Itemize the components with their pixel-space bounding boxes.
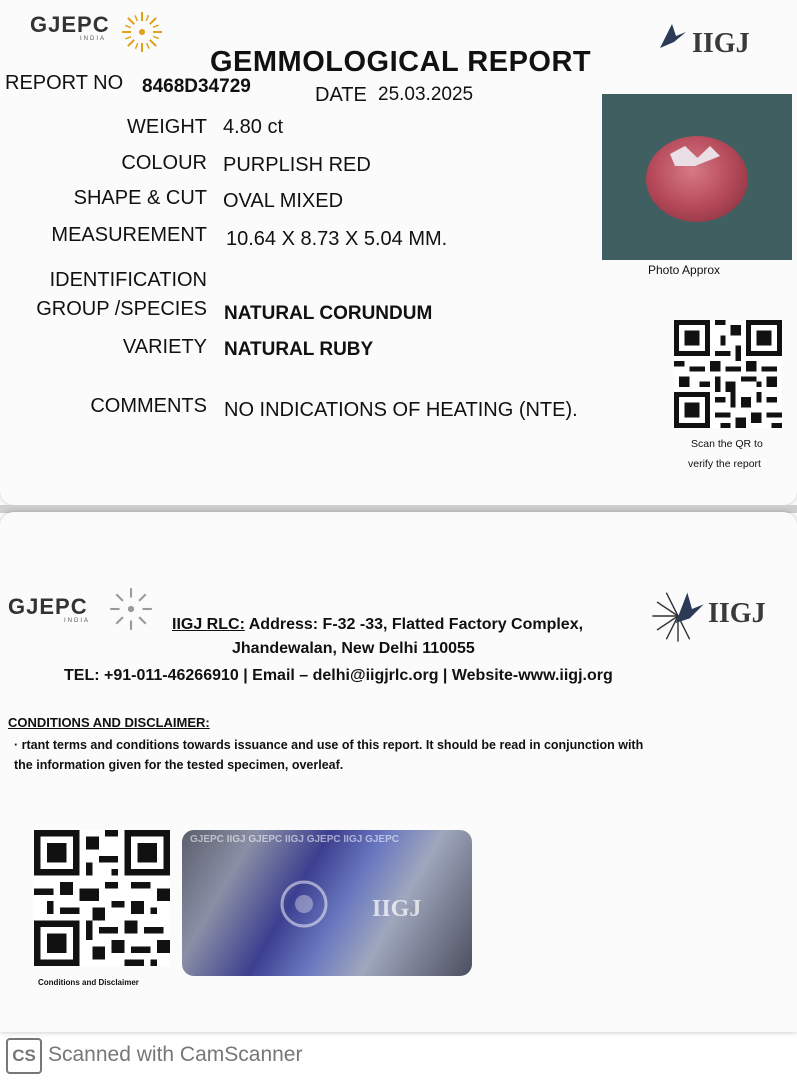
group-species-value: NATURAL CORUNDUM — [224, 303, 433, 324]
comments-label: COMMENTS — [90, 395, 207, 417]
conditions-qr-caption: Conditions and Disclaimer — [38, 978, 139, 987]
gem-photo — [602, 94, 792, 260]
contact-line: TEL: +91-011-46266910 | Email – delhi@iigjrlc.org | Website-www.iigj.org — [64, 667, 613, 684]
hologram-logo-text: IIGJ — [372, 896, 422, 922]
security-hologram — [182, 830, 472, 976]
shape-cut-label: SHAPE & CUT — [73, 187, 207, 209]
photo-caption: Photo Approx — [648, 263, 721, 277]
comments-value: NO INDICATIONS OF HEATING (NTE). — [224, 399, 578, 421]
address-line1 — [172, 616, 583, 634]
address-line1-text: Address: F-32 -33, Flatted Factory Complex, — [244, 616, 584, 633]
qr-caption-line1: Scan the QR to — [691, 438, 763, 450]
report-front-card — [0, 0, 797, 505]
variety-label: VARIETY — [122, 336, 207, 358]
address-prefix: IIGJ RLC: — [172, 616, 245, 633]
address-line2: Jhandewalan, New Delhi 110055 — [232, 640, 475, 657]
conditions-heading: CONDITIONS AND DISCLAIMER: — [8, 715, 210, 730]
report-back-card — [0, 512, 797, 1032]
qr-caption-line2: verify the report — [688, 458, 761, 470]
hologram-text-row: GJEPC IIGJ GJEPC IIGJ GJEPC IIGJ GJEPC — [190, 834, 399, 845]
date-label: DATE — [315, 84, 367, 106]
variety-value: NATURAL RUBY — [224, 339, 374, 360]
gjepc-sun-icon — [118, 8, 166, 56]
gjepc-logo-sub: INDIA — [80, 36, 107, 42]
iigj-sunburst-icon — [650, 588, 706, 644]
report-title: GEMMOLOGICAL REPORT — [210, 46, 592, 78]
gjepc-logo-text: GJEPC — [30, 12, 110, 37]
hologram-emblem-icon — [274, 874, 334, 934]
verify-qr-code-icon[interactable] — [674, 318, 782, 430]
measurement-label: MEASUREMENT — [51, 224, 207, 246]
report-no-label: REPORT NO — [5, 72, 124, 94]
conditions-line2: the information given for the tested specimen, overleaf. — [14, 758, 344, 772]
identification-label: IDENTIFICATION — [49, 269, 207, 291]
weight-value: 4.80 ct — [223, 116, 284, 138]
report-no-value: 8468D34729 — [142, 76, 251, 97]
iigj-logo-text: IIGJ — [692, 28, 750, 59]
colour-value: PURPLISH RED — [223, 154, 371, 176]
camscanner-icon: CS — [6, 1038, 42, 1074]
measurement-value: 10.64 X 8.73 X 5.04 MM. — [226, 228, 448, 250]
conditions-qr-code-icon[interactable] — [34, 830, 170, 966]
ruby-gem-image — [646, 136, 748, 222]
conditions-line1: · rtant terms and conditions towards issuance and use of this report. It should be read in conjunction with — [14, 738, 644, 752]
colour-label: COLOUR — [121, 152, 207, 174]
shape-cut-value: OVAL MIXED — [223, 190, 344, 212]
iigj-logo-text-back: IIGJ — [708, 598, 766, 629]
weight-label: WEIGHT — [127, 116, 207, 138]
iigj-bird-icon — [658, 22, 688, 50]
gjepc-sun-icon-back — [106, 584, 156, 634]
date-value: 25.03.2025 — [378, 84, 474, 105]
gjepc-logo-sub-back: INDIA — [64, 618, 91, 624]
gjepc-logo-text-back: GJEPC — [8, 594, 88, 619]
camscanner-watermark-text: Scanned with CamScanner — [48, 1043, 303, 1066]
group-species-label: GROUP /SPECIES — [36, 298, 207, 320]
